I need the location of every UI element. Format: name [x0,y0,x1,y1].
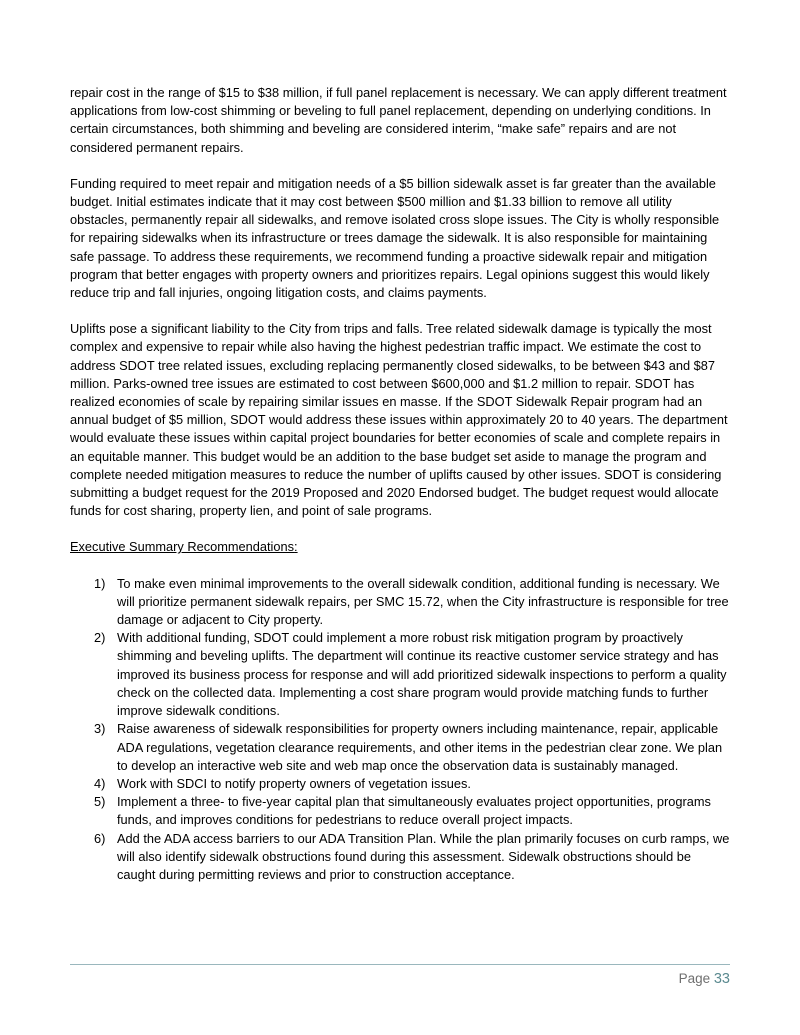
list-item-number: 2) [94,630,106,646]
list-item-text: Implement a three- to five-year capital plan that simultaneously evaluates project opportunities, programs funds, and improves conditions for pedestrians to reduce overall project impacts. [117,794,711,828]
paragraph-uplifts: Uplifts pose a significant liability to the City from trips and falls. Tree related sidewalk damage is typically the most complex and expensive to repair while also having the highest pedestrian traffic impact. We estimate the cost to address SDOT tree related issues, excluding replacing permanently closed sidewalks, to be between $43 and $87 million. Parks-owned tree issues are estimated to cost between $600,000 and $1.2 million to repair. SDOT has realized economies of scale by repairing similar issues en masse. If the SDOT Sidewalk Repair program had an annual budget of $5 million, SDOT would address these issues within approximately 20 to 40 years. The department would evaluate these issues within capital project boundaries for better economies of scale and complete repairs in an equitable manner. This budget would be an addition to the base budget set aside to manage the program and complete needed mitigation measures to reduce the number of uplifts caused by other issues. SDOT is considering submitting a budget request for the 2019 Proposed and 2020 Endorsed budget. The budget request would allocate funds for cost sharing, property lien, and point of sale programs. [70,321,728,519]
recommendations-heading [70,538,730,556]
list-item-number: 4) [94,775,106,791]
list-item [70,793,730,829]
list-item [70,775,730,793]
paragraph-funding: Funding required to meet repair and mitigation needs of a $5 billion sidewalk asset is far greater than the available budget. Initial estimates indicate that it may cost between $500 million and $1.33 billion to remove all utility obstacles, permanently repair all sidewalks, and remove isolated cross slope issues. The City is wholly responsible for repairing sidewalks when its infrastructure or trees damage the sidewalk. It is also responsible for maintaining safe passage. To address these requirements, we recommend funding a proactive sidewalk repair and mitigation program that better engages with property owners and prioritizes repairs. Legal opinions suggest this would likely reduce trip and fall injuries, ongoing litigation costs, and claims payments. [70,175,720,301]
recommendations-heading-text: Executive Summary Recommendations [70,539,295,555]
list-item-number: 5) [94,794,106,810]
heading-colon: : [294,539,298,555]
list-item-text: With additional funding, SDOT could implement a more robust risk mitigation program by proactively shimming and beveling uplifts. The department will continue its reactive customer service strategy and has improved its business process for response and will add prioritized sidewalk inspections to perform a quality check on the collected data. Implementing a cost share program would provide matching funds to further improve sidewalk conditions. [117,630,727,719]
page-label: Page [678,971,711,986]
list-item-text: Work with SDCI to notify property owners of vegetation issues. [117,775,471,791]
list-item-number: 1) [94,575,106,591]
footer-divider [70,964,730,965]
list-item [70,629,730,720]
list-item-number: 6) [94,830,106,846]
list-item-text: To make even minimal improvements to the overall sidewalk condition, additional funding is necessary. We will prioritize permanent sidewalk repairs, per SMC 15.72, when the City infrastructure is responsible for tree damage or adjacent to City property. [117,575,729,628]
list-item [70,720,730,775]
list-item-number: 3) [94,721,106,737]
list-item [70,575,730,630]
page-footer [679,970,730,988]
list-item [70,830,730,885]
page-number: 33 [713,971,730,987]
list-item-text: Raise awareness of sidewalk responsibilities for property owners including maintenance, repair, applicable ADA regulations, vegetation clearance requirements, and other items in the pedestrian clear zone. We plan to develop an interactive web site and web map once the observation data is sustainably managed. [117,721,723,773]
recommendations-list [70,575,730,884]
list-item-text: Add the ADA access barriers to our ADA Transition Plan. While the plan primarily focuses on curb ramps, we will also identify sidewalk obstructions found during this assessment. Sidewalk obstructions should be caught during permitting reviews and prior to construction acceptance. [117,830,730,882]
document-body [70,84,730,884]
paragraph-repair-cost: repair cost in the range of $15 to $38 million, if full panel replacement is necessary. We can apply different treatment applications from low-cost shimming or beveling to full panel replacement, depending on underlying conditions. In certain circumstances, both shimming and beveling are considered interim, “make safe” repairs and are not considered permanent repairs. [70,85,727,155]
